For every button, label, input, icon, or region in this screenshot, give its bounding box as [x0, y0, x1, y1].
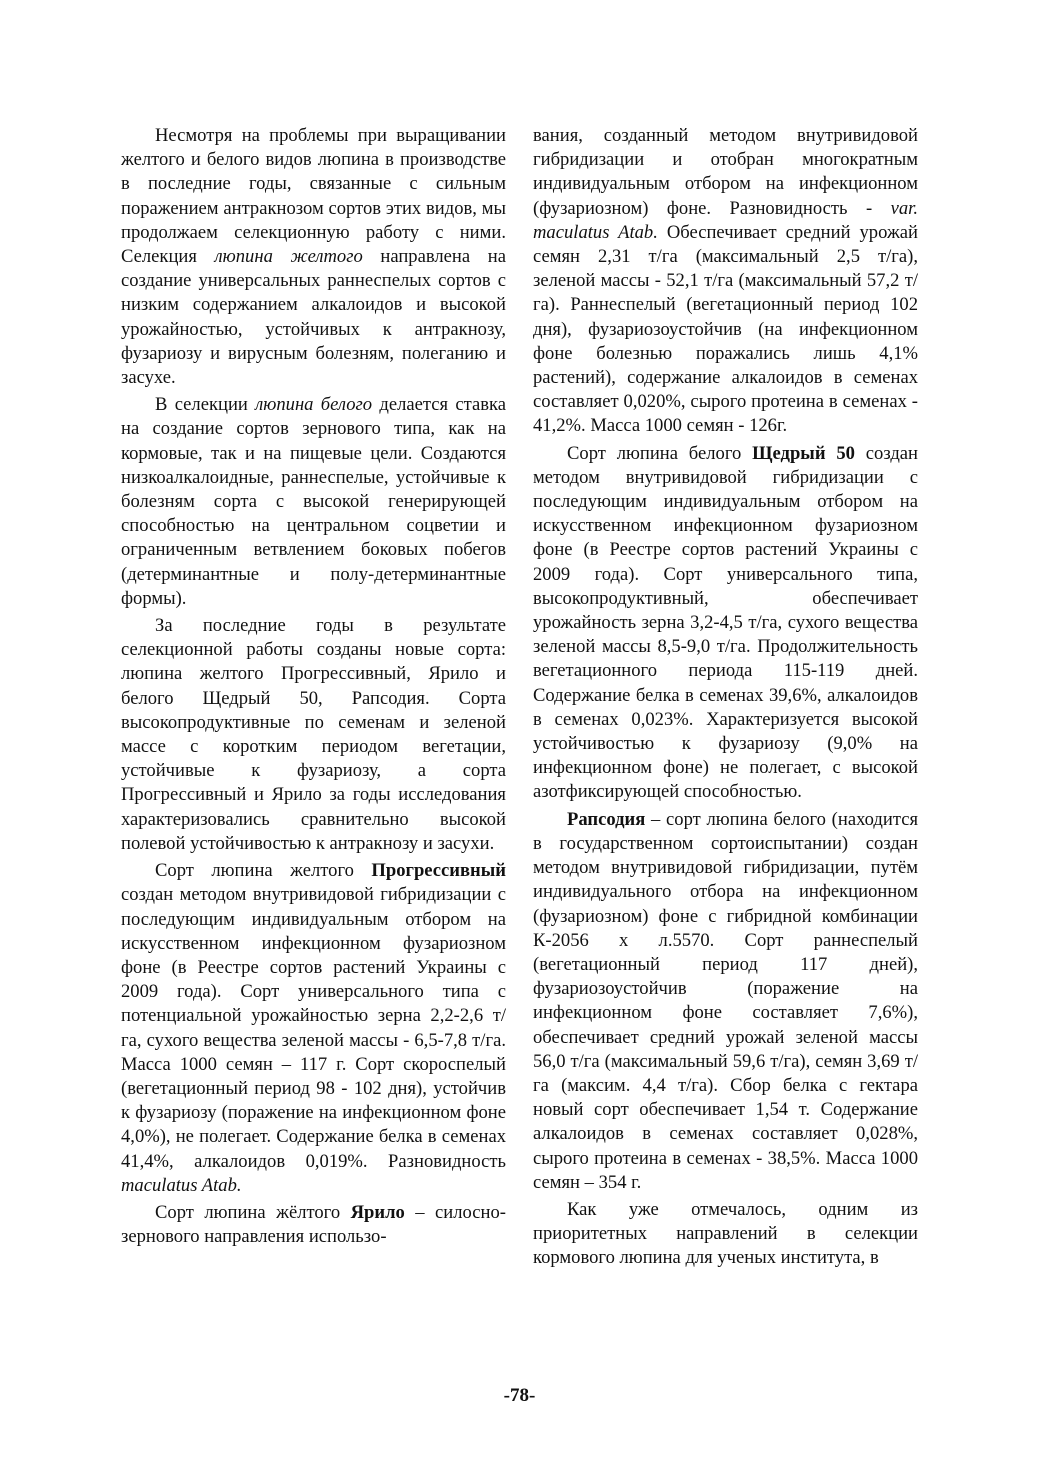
page-number: -78- [503, 1385, 536, 1406]
paragraph: Рапсодия – сорт люпина белого (находится в государственном сортоиспытании) создан методом внутривидовой гибридизации, путём индивидуального отбора на инфекционном (фузариозном) фоне с гибридной комбинации К-2056 х л.5570. Сорт раннеспелый (вегетационный период 117 дней), фузариозоустойчив (поражение на инфекционном фоне составляет 7,6%), обеспечивает средний урожай зеленой массы 56,0 т/га (максимальный 59,6 т/га), семян 3,69 т/га (максим. 4,4 т/га). Сбор белка с гектара новый сорт обеспечивает 1,54 т. Содержание алкалоидов в семенах составляет 0,028%, сырого протеина в семенах - 38,5%. Масса 1000 семян – 354 г. [533, 808, 918, 1193]
paragraph: Как уже отмечалось, одним из приоритетных направлений в селекции кормового люпина для ученых института, в [533, 1198, 918, 1269]
paragraph: Сорт люпина белого Щедрый 50 создан методом внутривидовой гибридизации с последующим индивидуальным отбором на искусственном инфекционном фузариозном фоне (в Реестре сортов растений Украины с 2009 года). Сорт универсального типа, высокопродуктивный, обеспечивает урожайность зерна 3,2-4,5 т/га, сухого вещества зеленой массы 8,5-9,0 т/га. Продолжительность вегетационного периода 115-119 дней. Содержание белка в семенах 39,6%, алкалоидов в семенах 0,023%. Характеризуется высокой устойчивостью к фузариозу (9,0% на инфекционном фоне) не полегает, с высокой азотфиксирующей способностью. [533, 442, 918, 803]
paragraph: Несмотря на проблемы при выращивании желтого и белого видов люпина в производстве в последние годы, связанные с сильным поражением антракнозом сортов этих видов, мы продолжаем селекционную работу с ними. Селекция люпина желтого направлена на создание универсальных раннеспелых сортов с низким содержанием алкалоидов и высокой урожайностью, устойчивых к антракнозу, фузариозу и вирусным болезням, полеганию и засухе. [121, 125, 506, 389]
paragraph: В селекции люпина белого делается ставка на создание сортов зернового типа, как на кормовые, так и на пищевые цели. Создаются низкоалкалоидные, раннеспелые, устойчивые к болезням сорта с высокой генерирующей способностью на центральном соцветии и ограниченным ветвлением боковых побегов (детерминантные и полу-детерминантные формы). [121, 394, 506, 609]
paragraph: Сорт люпина жёлтого Ярило – силосно-зернового направления использо- [121, 1201, 506, 1248]
right-column [533, 124, 918, 1274]
paragraph: За последние годы в результате селекционной работы созданы новые сорта: люпина желтого Прогрессивный, Ярило и белого Щедрый 50, Рапсодия. Сорта высокопродуктивные по семенам и зеленой массе с коротким периодом вегетации, устойчивые к фузариозу, а сорта Прогрессивный и Ярило за годы исследования характеризовались сравнительно высокой полевой устойчивостью к антракнозу и засухи. [121, 615, 506, 854]
left-column [121, 124, 506, 1252]
paragraph: Сорт люпина желтого Прогрессивный создан методом внутривидовой гибридизации с последующим индивидуальным отбором на искусственном инфекционном фузариозном фоне (в Реестре сортов растений Украины с 2009 года). Сорт универсального типа с потенциальной урожайностью зерна 2,2-2,6 т/га, сухого вещества зеленой массы - 6,5-7,8 т/га. Масса 1000 семян – 117 г. Сорт скороспелый (вегетационный период 98 - 102 дня), устойчив к фузариозу (поражение на инфекционном фоне 4,0%), не полегает. Содержание белка в семенах 41,4%, алкалоидов 0,019%. Разновидность maculatus Atab. [121, 860, 506, 1196]
paragraph: вания, созданный методом внутривидовой гибридизации и отобран многократным индивидуальным отбором на инфекционном (фузариозном) фоне. Разновидность - var. maculatus Atab. Обеспечивает средний урожай семян 2,31 т/га (максимальный 2,5 т/га), зеленой массы - 52,1 т/га (максимальный 57,2 т/га). Раннеспелый (вегетационный период 102 дня), фузариозоустойчив (на инфекционном фоне болезнью поражались лишь 4,1% растений), содержание алкалоидов в семенах составляет 0,020%, сырого протеина в семенах - 41,2%. Масса 1000 семян - 126г. [533, 125, 918, 437]
